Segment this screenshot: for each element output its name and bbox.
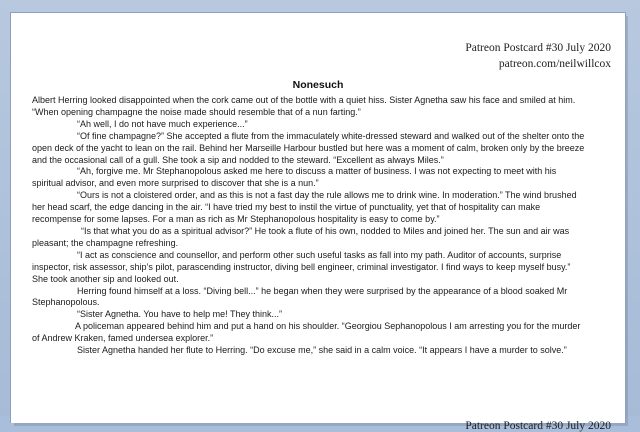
page-header [465,40,611,72]
paragraph: Sister Agnetha handed her flute to Herring. “Do excuse me,” she said in a calm voice. “It appears I have a murder to solve.” [77,345,567,356]
paragraph: “Ours is not a cloistered order, and as this is not a fast day the rule allows me to drink wine. In moderation.” The wind brushed her head scarf, the edge dancing in the air. “I have tried my best to instil the virtue of punctuality, yet that of hospitality can make recompense for some lapses. For a man as rich as Mr Stephanopolous hospitality is easy to come by.” [32,190,577,225]
paragraph: A policeman appeared behind him and put a hand on his shoulder. “Georgiou Sephanopolous I am arresting you for the murder of Andrew Kraken, famed undersea explorer.” [32,321,581,344]
paragraph: Albert Herring looked disappointed when the cork came out of the bottle with a quiet hiss. Sister Agnetha saw his face and smiled at him. “When opening champagne the noise made should resemble that of a nun farting.” [32,95,576,117]
story-title: Nonesuch [292,79,344,91]
paragraph: “Is that what you do as a spiritual advisor?” He took a flute of his own, nodded to Miles and joined her. The sun and air was pleasant; the champagne refreshing. [32,225,570,248]
document-page[interactable] [10,12,626,432]
paragraph: “Ah well, I do not have much experience...” [77,118,248,129]
header-line-1: Patreon Postcard #30 July 2020 [465,42,611,54]
story-body [32,95,588,357]
paragraph: “Ah, forgive me. Mr Stephanopolous asked me here to discuss a matter of business. I was not expecting to meet with his spiritual advisor, and even more surprised to discover that she is a nun.” [32,166,557,189]
paragraph: Herring found himself at a loss. “Diving bell...” he began when they were surprised by the appearance of a blood soaked Mr Stephanopolous. [32,285,568,308]
paragraph: “I act as conscience and counsellor, and perform other such useful tasks as fall into my path. Auditor of accounts, surprise inspector, risk assessor, ship’s pilot, parascending instructor, diving bell engineer, criminal investigator. I find ways to keep myself busy.” She took another sip and looked out. [32,249,571,284]
page-footer: Patreon Postcard #30 July 2020 [465,420,611,432]
paragraph: “Sister Agnetha. You have to help me! They think...” [77,309,282,320]
header-line-2: patreon.com/neilwillcox [498,58,611,70]
paragraph: “Of fine champagne?” She accepted a flute from the immaculately white-dressed steward and walked out of the shelter onto the open deck of the yacht to lean on the rail. Behind her Marseille Harbour bustled but here was a moment of calm, broken only by the breeze and the occasional call of a gull. She took a sip and nodded to the steward. “Excellent as always Miles.” [32,130,585,165]
